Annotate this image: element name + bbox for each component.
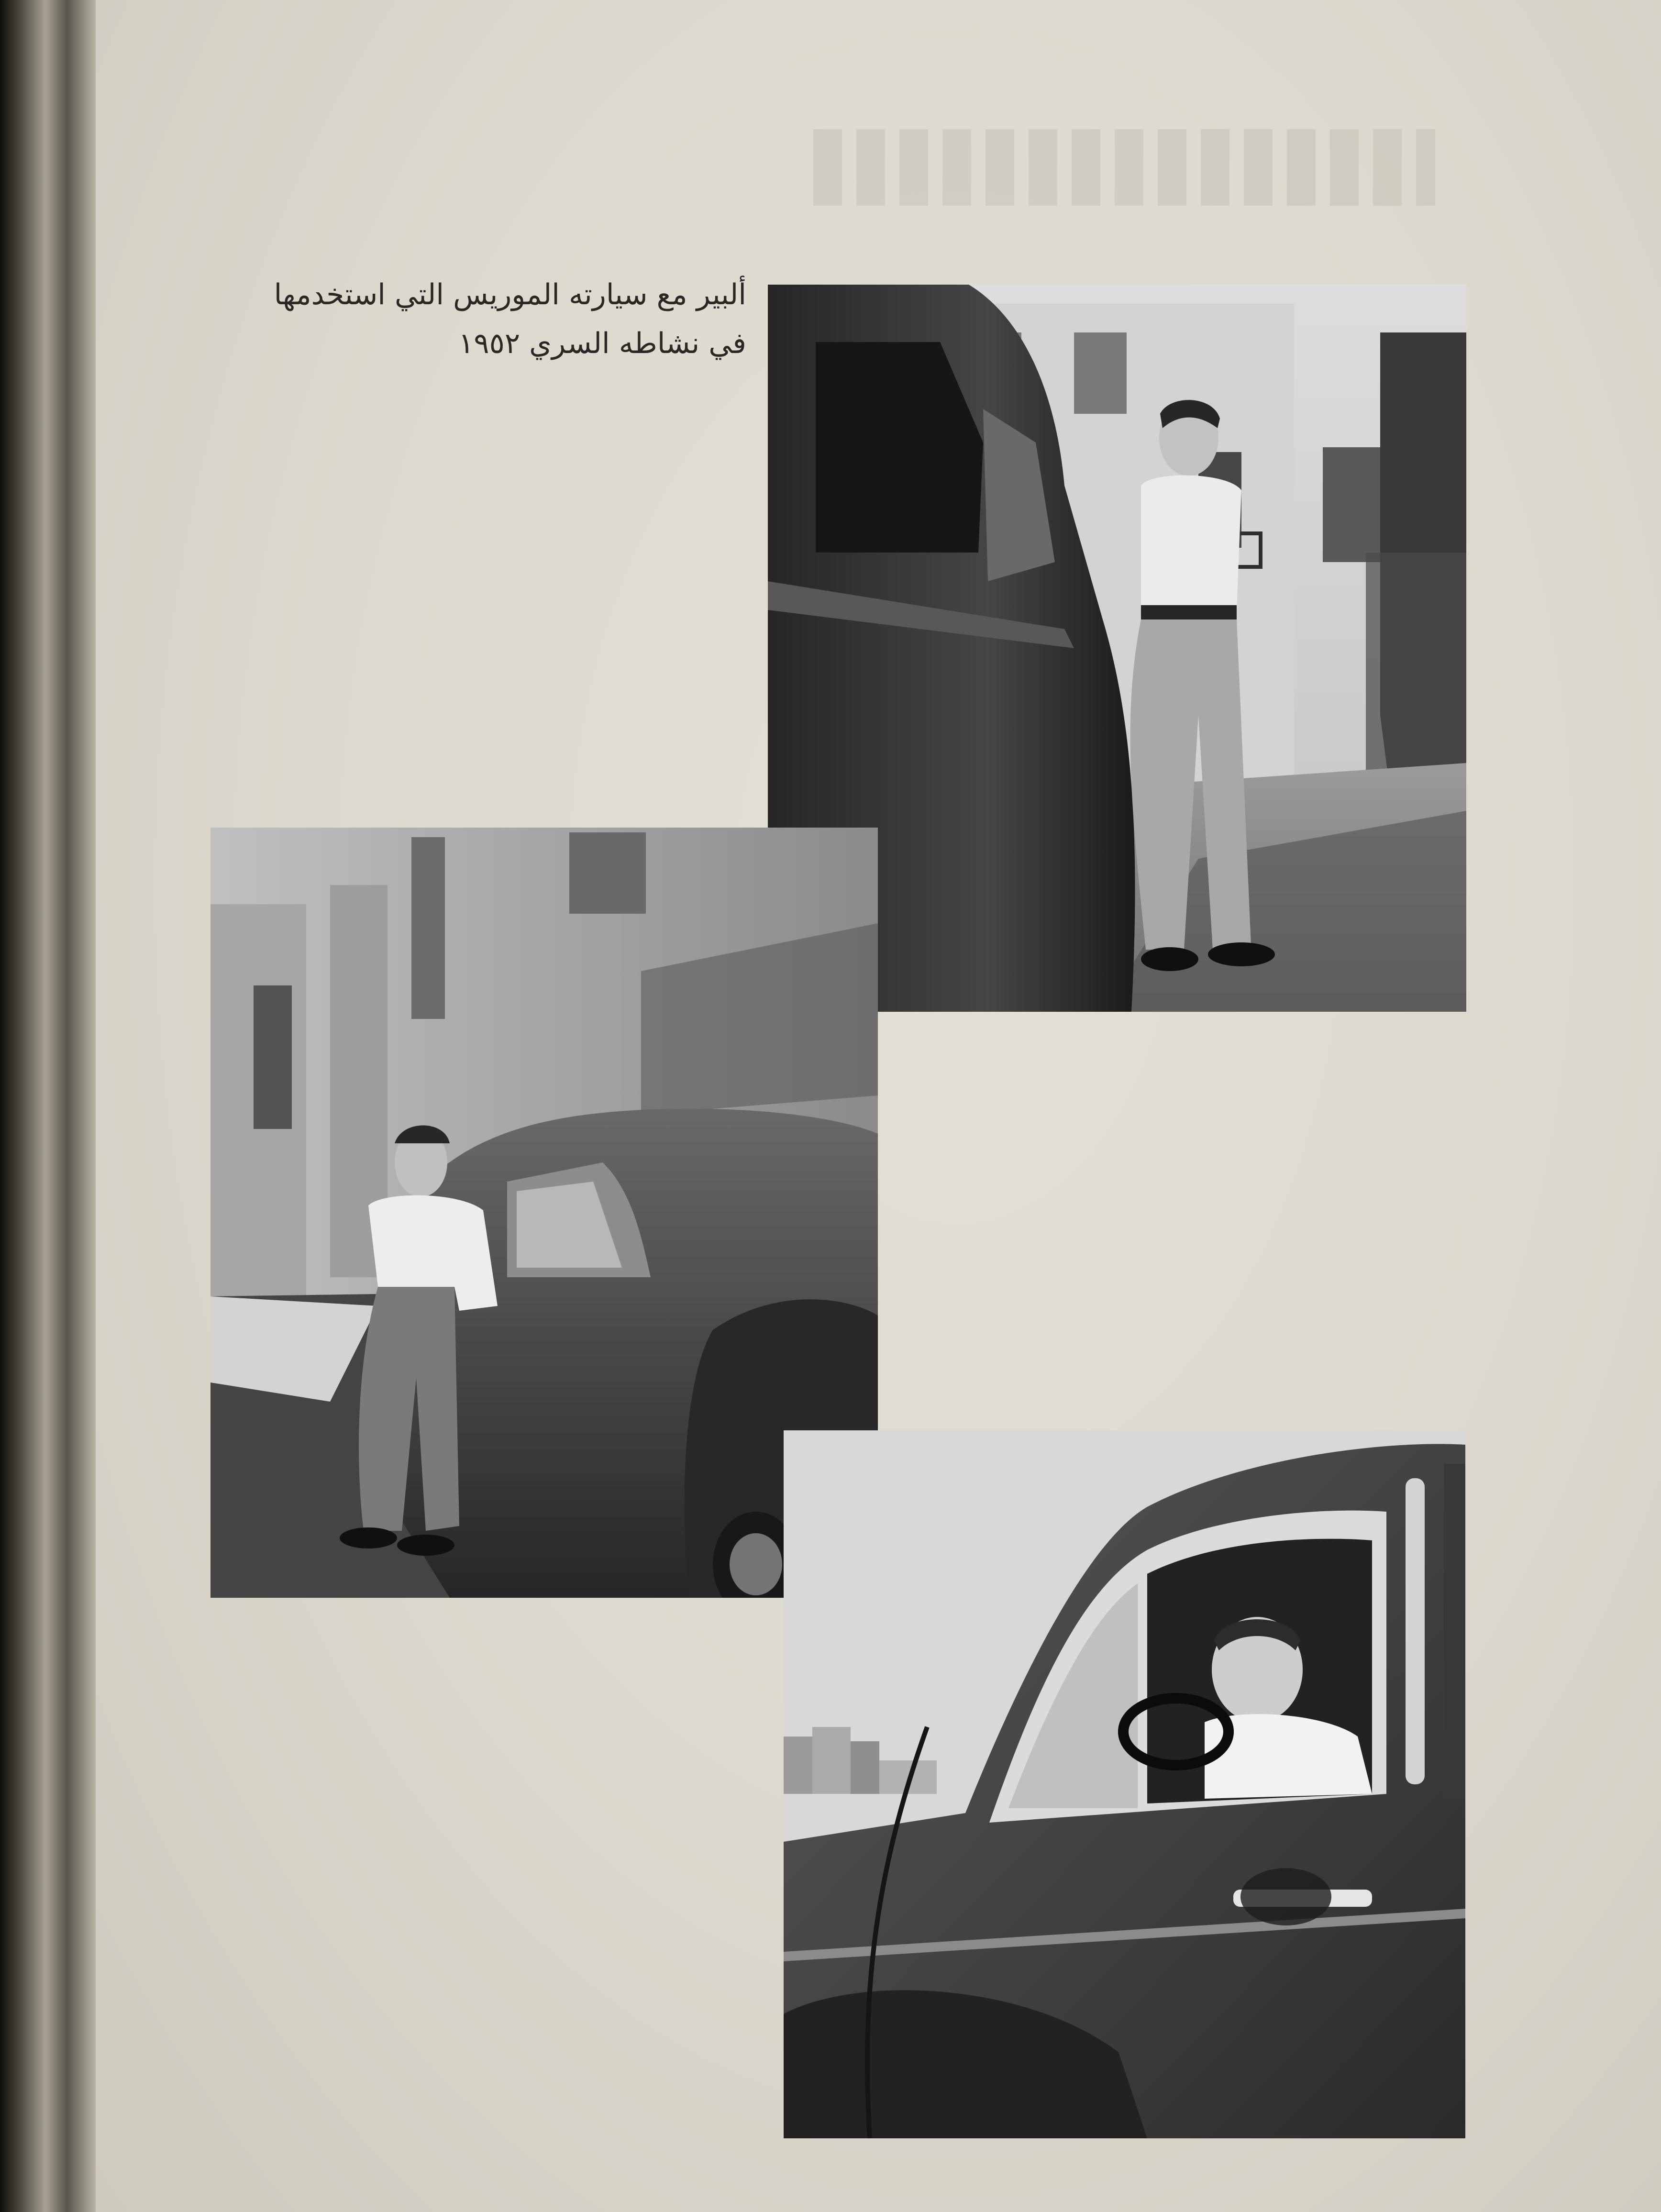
book-spine-edge [0,0,110,2212]
show-through-text [813,129,1435,206]
photo-2-image [210,828,878,1598]
photo-man-in-driver-seat [784,1430,1465,2138]
photo-man-beside-car-door [210,828,878,1598]
photo-3-image [784,1430,1465,2138]
photo-caption [201,270,746,368]
caption-line-1: ألبير مع سيارته الموريس التي استخدمها [274,278,746,311]
caption-line-2: في نشاطه السري ١٩٥٢ [458,327,746,360]
